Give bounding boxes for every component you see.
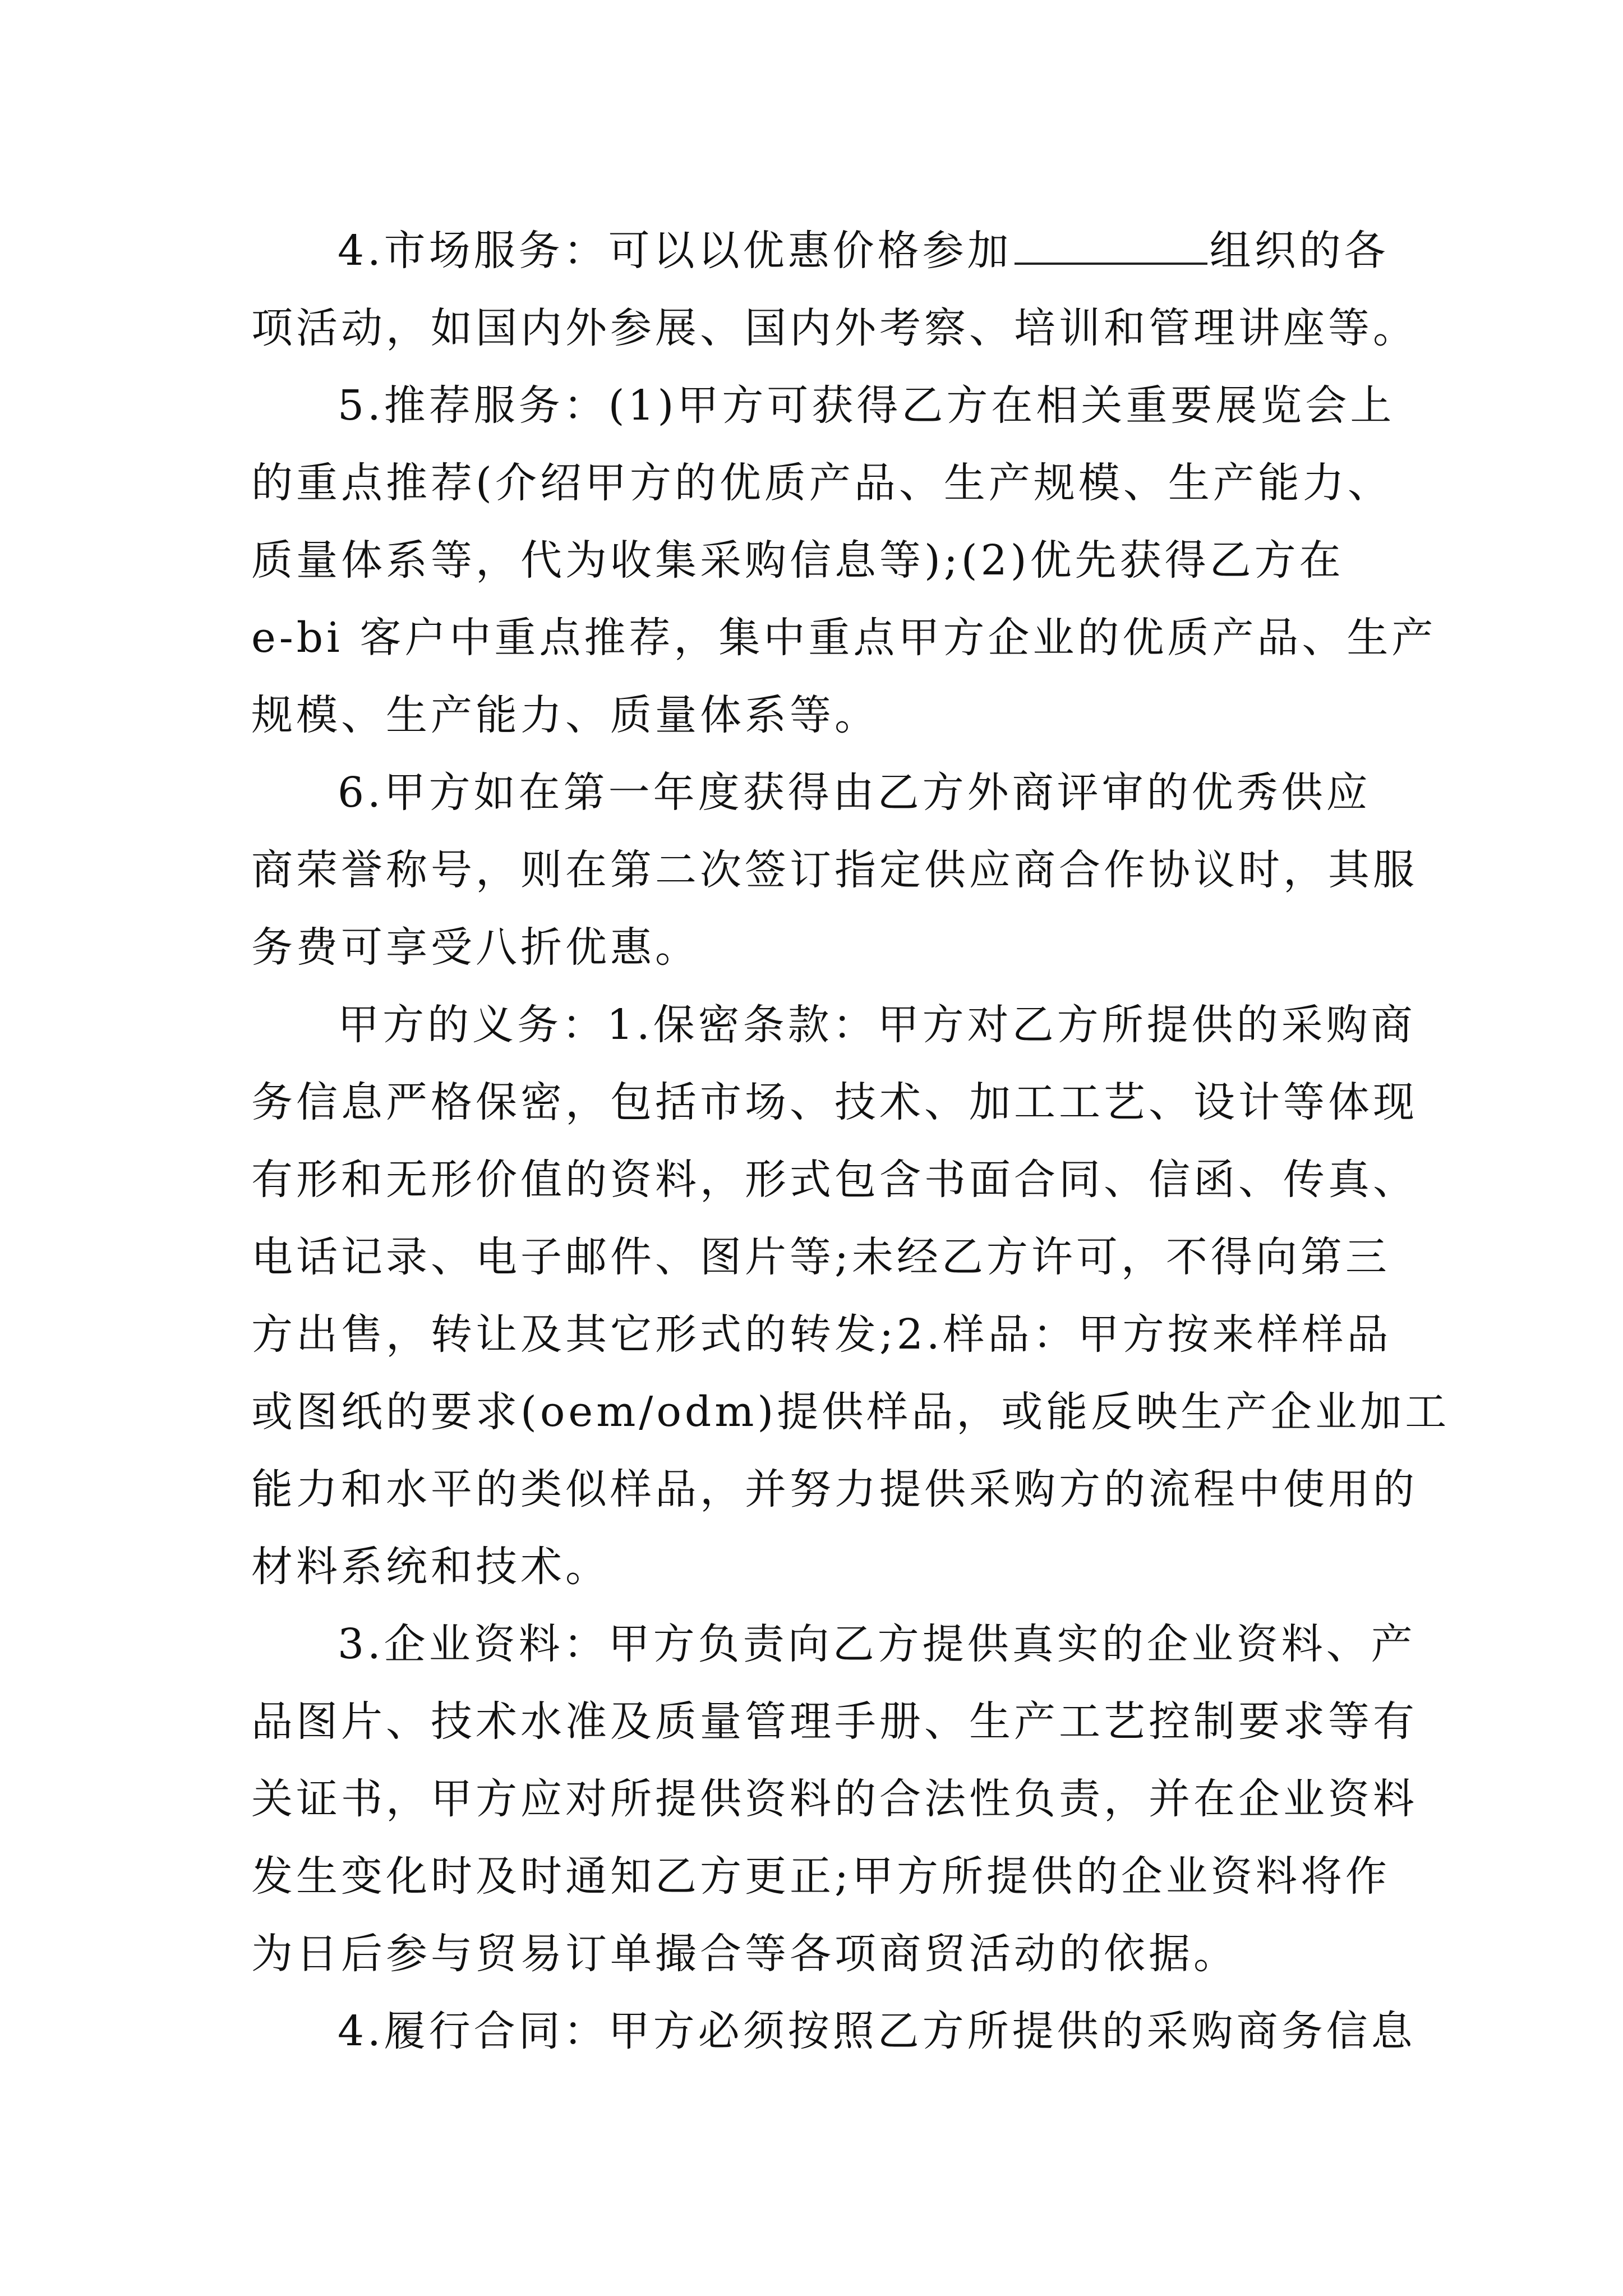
text-line: 质量体系等，代为收集采购信息等);(2)优先获得乙方在 (251, 536, 1344, 585)
text-line: 务费可享受八折优惠。 (251, 923, 700, 972)
text-line: 材料系统和技术。 (251, 1543, 610, 1591)
text-line: 5.推荐服务：(1)甲方可获得乙方在相关重要展览会上 (338, 381, 1395, 430)
text-line: 的重点推荐(介绍甲方的优质产品、生产规模、生产能力、 (251, 459, 1393, 507)
text-line: 项活动，如国内外参展、国内外考察、培训和管理讲座等。 (251, 304, 1418, 352)
line-text-after-blank: 组织的各 (1209, 227, 1389, 275)
text-line: 规模、生产能力、质量体系等。 (251, 691, 879, 739)
text-line: 品图片、技术水准及质量管理手册、生产工艺控制要求等有 (251, 1697, 1418, 1746)
text-line: 方出售，转让及其它形式的转发;2.样品：甲方按来样样品 (251, 1310, 1392, 1359)
text-line: 务信息严格保密，包括市场、技术、加工工艺、设计等体现 (251, 1078, 1418, 1126)
text-line: 能力和水平的类似样品，并努力提供采购方的流程中使用的 (251, 1465, 1418, 1513)
text-line: 3.企业资料：甲方负责向乙方提供真实的企业资料、产 (338, 1620, 1416, 1668)
text-line: 有形和无形价值的资料，形式包含书面合同、信函、传真、 (251, 1156, 1418, 1204)
text-line: 商荣誉称号，则在第二次签订指定供应商合作协议时，其服 (251, 846, 1418, 894)
fill-in-blank (1015, 230, 1207, 265)
text-line: e-bi 客户中重点推荐，集中重点甲方企业的优质产品、生产 (251, 614, 1437, 662)
text-line: 电话记录、电子邮件、图片等;未经乙方许可，不得向第三 (251, 1233, 1390, 1281)
text-line: 关证书，甲方应对所提供资料的合法性负责，并在企业资料 (251, 1775, 1418, 1823)
document-body (251, 212, 1450, 2070)
text-line (251, 212, 1395, 289)
text-line: 或图纸的要求(oem/odm)提供样品，或能反映生产企业加工 (251, 1388, 1450, 1436)
line-text-before-blank: 4.市场服务：可以以优惠价格参加 (338, 227, 1012, 275)
text-line: 甲方的义务：1.保密条款：甲方对乙方所提供的采购商 (338, 1001, 1416, 1049)
text-line: 发生变化时及时通知乙方更正;甲方所提供的企业资料将作 (251, 1852, 1390, 1901)
text-line: 6.甲方如在第一年度获得由乙方外商评审的优秀供应 (338, 769, 1371, 817)
text-line: 4.履行合同：甲方必须按照乙方所提供的采购商务信息 (338, 2007, 1416, 2055)
text-line: 为日后参与贸易订单撮合等各项商贸活动的依据。 (251, 1930, 1238, 1978)
